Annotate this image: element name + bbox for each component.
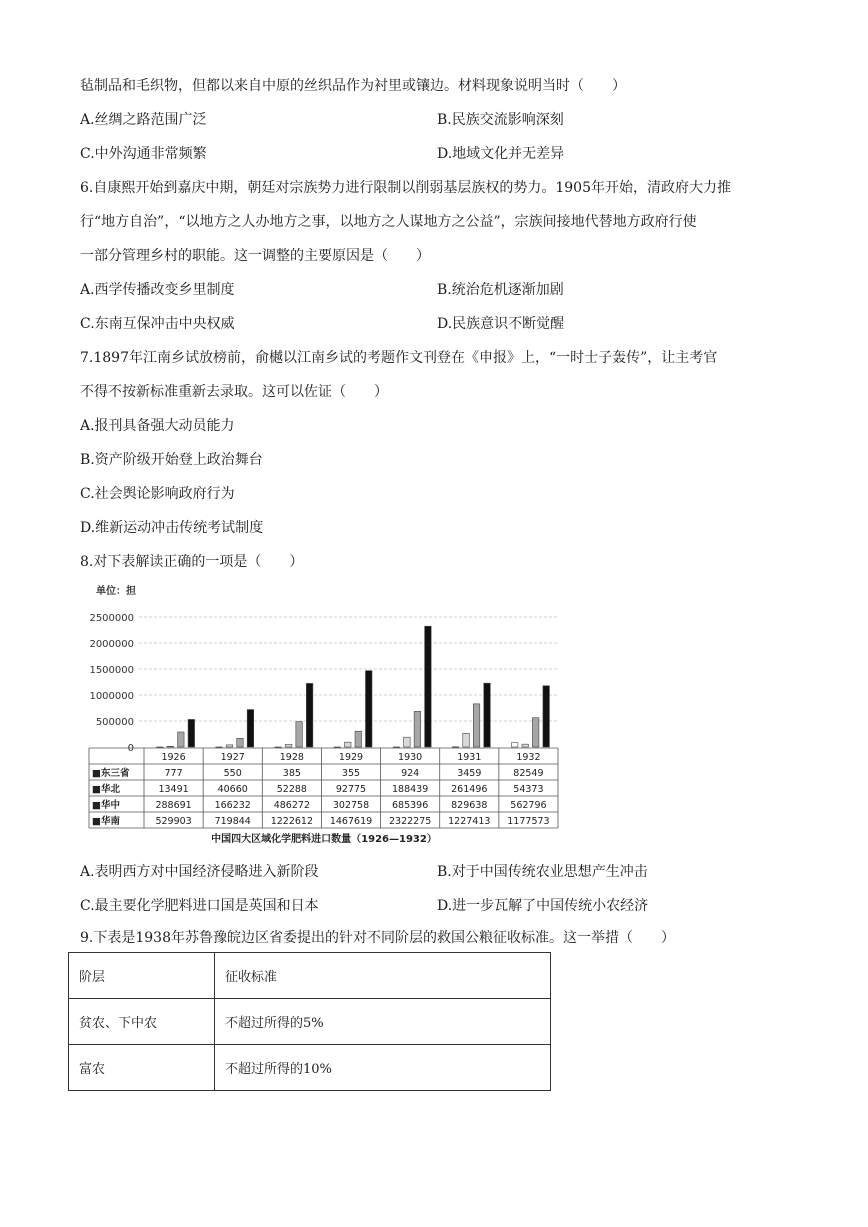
bar bbox=[425, 626, 432, 747]
bar bbox=[178, 732, 185, 747]
x-tick-label: 1928 bbox=[279, 752, 304, 763]
data-label: 2322275 bbox=[388, 816, 432, 827]
legend-label: ■华中 bbox=[92, 800, 120, 811]
table-cell: 富农 bbox=[69, 1045, 215, 1091]
bar bbox=[393, 747, 400, 748]
table-cell: 不超过所得的5% bbox=[215, 999, 551, 1045]
bar bbox=[404, 737, 411, 747]
data-label: 529903 bbox=[155, 816, 192, 827]
data-label: 1227413 bbox=[448, 816, 491, 827]
data-label: 550 bbox=[223, 768, 242, 779]
q5-option-d[interactable]: D.地域文化并无差异 bbox=[437, 146, 565, 162]
bar bbox=[366, 671, 373, 747]
table-row bbox=[69, 1045, 551, 1091]
data-label: 54373 bbox=[513, 784, 544, 795]
table-row bbox=[69, 953, 551, 999]
data-label: 924 bbox=[401, 768, 420, 779]
bar bbox=[463, 733, 470, 747]
q6-option-d[interactable]: D.民族意识不断觉醒 bbox=[437, 316, 565, 332]
q9-stem: 9.下表是1938年苏鲁豫皖边区省委提出的针对不同阶层的救国公粮征收标准。这一举措（ ） bbox=[80, 930, 675, 946]
bar bbox=[216, 747, 223, 748]
data-label: 92775 bbox=[335, 784, 367, 795]
data-label: 385 bbox=[282, 768, 301, 779]
y-tick-label: 2500000 bbox=[89, 613, 134, 624]
chart-caption: 中国四大区域化学肥料进口数量（1926—1932） bbox=[211, 834, 437, 845]
data-label: 82549 bbox=[513, 768, 544, 779]
data-label: 1222612 bbox=[270, 816, 314, 827]
bar bbox=[473, 704, 480, 747]
x-tick-label: 1931 bbox=[457, 752, 482, 763]
bar bbox=[275, 747, 282, 748]
y-tick-label: 0 bbox=[127, 743, 134, 754]
chart-unit-label: 单位：担 bbox=[96, 586, 136, 597]
x-tick-label: 1926 bbox=[161, 752, 186, 763]
q5-stem-tail: 毡制品和毛织物，但都以来自中原的丝织品作为衬里或镶边。材料现象说明当时（ ） bbox=[80, 78, 626, 94]
legend-label: ■华南 bbox=[92, 816, 120, 827]
bar bbox=[543, 686, 550, 747]
q6-option-b[interactable]: B.统治危机逐渐加剧 bbox=[437, 282, 564, 298]
q7-option-c[interactable]: C.社会舆论影响政府行为 bbox=[80, 486, 235, 502]
q6-stem-line-2: 行“地方自治”，“以地方之人办地方之事，以地方之人谋地方之公益”，宗族间接地代替地方政府行使 bbox=[80, 214, 697, 230]
data-label: 188439 bbox=[392, 784, 429, 795]
table-row bbox=[69, 999, 551, 1045]
bar bbox=[167, 746, 174, 747]
y-tick-label: 1500000 bbox=[89, 665, 134, 676]
bar bbox=[334, 747, 341, 748]
q5-option-a[interactable]: A.丝绸之路范围广泛 bbox=[80, 112, 207, 128]
bar bbox=[226, 745, 233, 747]
data-label: 166232 bbox=[214, 800, 251, 811]
data-label: 288691 bbox=[155, 800, 192, 811]
data-label: 13491 bbox=[158, 784, 189, 795]
data-label: 302758 bbox=[332, 800, 370, 811]
bar bbox=[247, 710, 254, 747]
bar bbox=[285, 744, 292, 747]
bar bbox=[452, 747, 459, 748]
q7-stem-line-1: 7.1897年江南乡试放榜前，俞樾以江南乡试的考题作文刊登在《申报》上，“一时士子轰传”，让主考官 bbox=[80, 350, 718, 366]
y-tick-label: 500000 bbox=[95, 717, 134, 728]
q5-option-c[interactable]: C.中外沟通非常频繁 bbox=[80, 146, 207, 162]
data-label: 40660 bbox=[217, 784, 248, 795]
table-header-standard: 征收标准 bbox=[215, 953, 551, 999]
data-label: 261496 bbox=[451, 784, 488, 795]
y-tick-label: 2000000 bbox=[89, 639, 134, 650]
bar bbox=[511, 743, 518, 747]
table-header-stratum: 阶层 bbox=[69, 953, 215, 999]
legend-label: ■华北 bbox=[92, 784, 120, 795]
table-cell: 不超过所得的10% bbox=[215, 1045, 551, 1091]
legend-label: ■东三省 bbox=[92, 768, 130, 779]
bar bbox=[345, 742, 352, 747]
bar bbox=[414, 711, 421, 747]
q7-stem-line-2: 不得不按新标准重新去录取。这可以佐证（ ） bbox=[80, 384, 388, 400]
q6-option-a[interactable]: A.西学传播改变乡里制度 bbox=[80, 282, 235, 298]
bar bbox=[532, 718, 539, 747]
bar bbox=[306, 683, 313, 747]
q7-option-b[interactable]: B.资产阶级开始登上政治舞台 bbox=[80, 452, 263, 468]
q8-stem: 8.对下表解读正确的一项是（ ） bbox=[80, 554, 304, 570]
x-tick-label: 1932 bbox=[516, 752, 541, 763]
data-label: 1467619 bbox=[329, 816, 373, 827]
q7-option-a[interactable]: A.报刊具备强大动员能力 bbox=[80, 418, 235, 434]
bar bbox=[188, 719, 195, 747]
bar bbox=[157, 747, 164, 748]
bar bbox=[484, 683, 491, 747]
bar bbox=[237, 738, 244, 747]
q6-option-c[interactable]: C.东南互保冲击中央权威 bbox=[80, 316, 235, 332]
data-label: 1177573 bbox=[507, 816, 550, 827]
y-tick-label: 1000000 bbox=[89, 691, 134, 702]
q6-stem-line-3: 一部分管理乡村的职能。这一调整的主要原因是（ ） bbox=[80, 248, 430, 264]
data-label: 829638 bbox=[451, 800, 488, 811]
x-tick-label: 1927 bbox=[220, 752, 245, 763]
data-label: 52288 bbox=[276, 784, 307, 795]
data-label: 719844 bbox=[214, 816, 251, 827]
q9-table bbox=[68, 952, 551, 1091]
data-label: 685396 bbox=[392, 800, 429, 811]
bar bbox=[355, 731, 362, 747]
x-tick-label: 1929 bbox=[338, 752, 364, 763]
q8-option-d[interactable]: D.进一步瓦解了中国传统小农经济 bbox=[437, 898, 649, 914]
bar bbox=[296, 722, 303, 747]
q8-option-a[interactable]: A.表明西方对中国经济侵略进入新阶段 bbox=[80, 864, 319, 880]
q7-option-d[interactable]: D.维新运动冲击传统考试制度 bbox=[80, 520, 264, 536]
fertilizer-import-chart bbox=[84, 580, 564, 850]
q8-option-b[interactable]: B.对于中国传统农业思想产生冲击 bbox=[437, 864, 648, 880]
x-tick-label: 1930 bbox=[398, 752, 423, 763]
q5-option-b[interactable]: B.民族交流影响深刻 bbox=[437, 112, 564, 128]
q8-option-c[interactable]: C.最主要化学肥料进口国是英国和日本 bbox=[80, 898, 319, 914]
bar bbox=[522, 744, 529, 747]
data-label: 777 bbox=[164, 768, 183, 779]
table-cell: 贫农、下中农 bbox=[69, 999, 215, 1045]
q6-stem-line-1: 6.自康熙开始到嘉庆中期，朝廷对宗族势力进行限制以削弱基层族权的势力。1905年开始，清政府大力推 bbox=[80, 180, 731, 196]
data-label: 3459 bbox=[457, 768, 482, 779]
data-label: 486272 bbox=[273, 800, 310, 811]
data-label: 355 bbox=[341, 768, 361, 779]
data-label: 562796 bbox=[510, 800, 547, 811]
